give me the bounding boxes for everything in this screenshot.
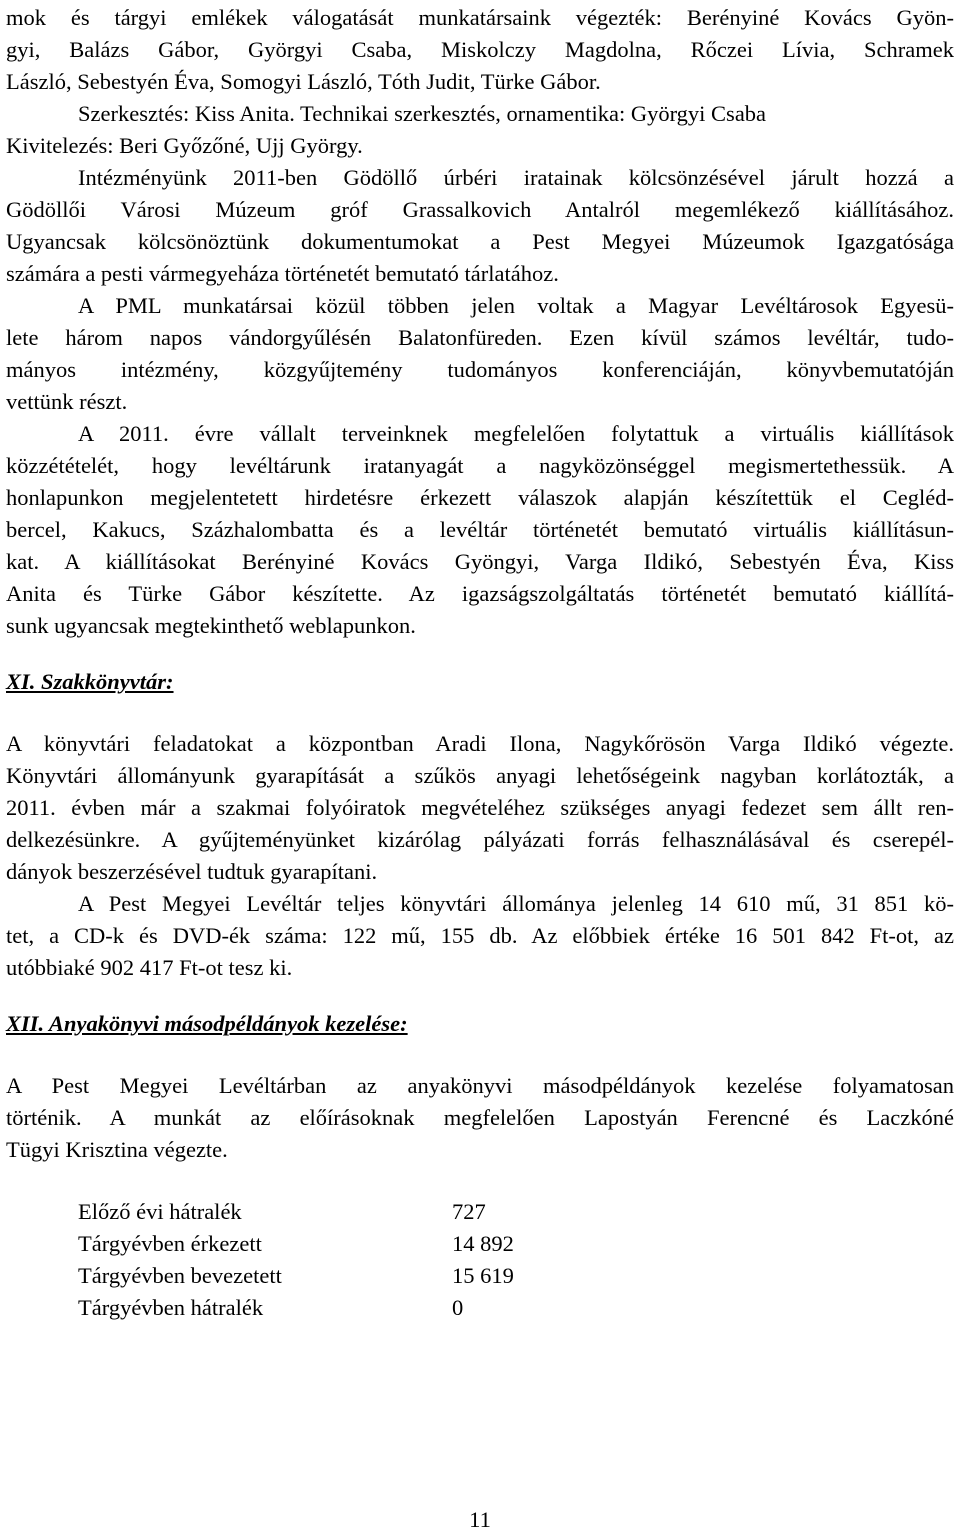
paragraph-conferences — [6, 290, 954, 418]
text-line: mányos intézmény, közgyűjtemény tudományos konferenciáján, könyvbemutatóján — [6, 357, 954, 382]
paragraph-registers — [6, 1070, 954, 1166]
registers-stats-table — [78, 1196, 514, 1324]
text-line: lete három napos vándorgyűlésén Balatonfüreden. Ezen kívül számos levéltár, tudo- — [6, 325, 954, 350]
text-line: honlapunkon megjelentetett hirdetésre érkezett válaszok alapján készítettük el Cegléd- — [6, 485, 954, 510]
text-line: dányok beszerzésével tudtuk gyarapítani. — [6, 859, 378, 884]
text-line: A könyvtári feladatokat a központban Aradi Ilona, Nagykőrösön Varga Ildikó végezte. — [6, 731, 954, 756]
document-page — [6, 2, 954, 1324]
text-line: A Pest Megyei Levéltárban az anyakönyvi másodpéldányok kezelése folyamatosan — [6, 1073, 954, 1098]
stat-label: Tárgyévben hátralék — [78, 1295, 264, 1320]
text-line: A Pest Megyei Levéltár teljes könyvtári állománya jelenleg 14 610 mű, 31 851 kö- — [78, 891, 954, 916]
text-line: Tügyi Krisztina végezte. — [6, 1137, 228, 1162]
paragraph-library-holdings — [6, 888, 954, 984]
paragraph-exhibition-materials — [6, 2, 954, 98]
stat-value: 727 — [452, 1199, 486, 1224]
text-line: delkezésünkre. A gyűjteményünket kizárólag pályázati forrás felhasználásával és cserepél- — [6, 827, 954, 852]
text-line: 2011. évben már a szakmai folyóiratok megvételéhez szükséges anyagi fedezet sem állt ren- — [6, 795, 954, 820]
stat-label: Előző évi hátralék — [78, 1199, 242, 1224]
stat-label: Tárgyévben bevezetett — [78, 1263, 282, 1288]
text-line: Anita és Türke Gábor készítette. Az igazságszolgáltatás történetét bemutató kiállítá- — [6, 581, 954, 606]
text-line: bercel, Kakucs, Százhalombatta és a levéltár történetét bemutató virtuális kiállításun- — [6, 517, 954, 542]
text-line: történik. A munkát az előírásoknak megfelelően Lapostyán Ferencné és Laczkóné — [6, 1105, 954, 1130]
text-line: A 2011. évre vállalt terveinknek megfelelően folytattuk a virtuális kiállítások — [78, 421, 954, 446]
text-line: Gödöllői Városi Múzeum gróf Grassalkovich Antalról megemlékező kiállításához. — [6, 197, 954, 222]
paragraph-credits — [6, 98, 954, 162]
stat-label: Tárgyévben érkezett — [78, 1231, 262, 1256]
section-registers — [6, 1008, 954, 1324]
text-line: Ugyancsak kölcsönöztünk dokumentumokat a Pest Megyei Múzeumok Igazgatósága — [6, 229, 954, 254]
page-number: 11 — [469, 1507, 491, 1532]
text-line: gyi, Balázs Gábor, Györgyi Csaba, Miskolczy Magdolna, Rőczei Lívia, Schramek — [6, 37, 954, 62]
text-line: utóbbiaké 902 417 Ft-ot tesz ki. — [6, 955, 293, 980]
section-heading: XI. Szakkönyvtár: — [6, 669, 174, 694]
table-row — [78, 1228, 514, 1260]
text-line: számára a pesti vármegyeháza történetét bemutató tárlatához. — [6, 261, 559, 286]
section-library — [6, 666, 954, 984]
text-line: közzétételét, hogy levéltárunk iratanyagát a nagyközönséggel megismertethessük. A — [6, 453, 954, 478]
table-row — [78, 1292, 514, 1324]
text-line: vettünk részt. — [6, 389, 128, 414]
section-heading: XII. Anyakönyvi másodpéldányok kezelése: — [6, 1011, 408, 1036]
stat-value: 14 892 — [452, 1231, 514, 1256]
text-line: tet, a CD-k és DVD-ék száma: 122 mű, 155 db. Az előbbiek értéke 16 501 842 Ft-ot, az — [6, 923, 954, 948]
stat-value: 15 619 — [452, 1263, 514, 1288]
paragraph-library-staff — [6, 728, 954, 888]
table-row — [78, 1260, 514, 1292]
text-line: Intézményünk 2011-ben Gödöllő úrbéri iratainak kölcsönzésével járult hozzá a — [78, 165, 954, 190]
text-line: László, Sebestyén Éva, Somogyi László, Tóth Judit, Türke Gábor. — [6, 69, 601, 94]
paragraph-loans — [6, 162, 954, 290]
text-line: mok és tárgyi emlékek válogatását munkatársaink végezték: Berényiné Kovács Gyön- — [6, 5, 954, 30]
text-line: kat. A kiállításokat Berényiné Kovács Gyöngyi, Varga Ildikó, Sebestyén Éva, Kiss — [6, 549, 954, 574]
stat-value: 0 — [452, 1295, 464, 1320]
text-line: Szerkesztés: Kiss Anita. Technikai szerkesztés, ornamentika: Györgyi Csaba — [78, 101, 767, 126]
paragraph-virtual-exhibitions — [6, 418, 954, 642]
text-line: Kivitelezés: Beri Győzőné, Ujj György. — [6, 133, 363, 158]
text-line: A PML munkatársai közül többen jelen voltak a Magyar Levéltárosok Egyesü- — [78, 293, 954, 318]
text-line: sunk ugyancsak megtekinthető weblapunkon. — [6, 613, 416, 638]
text-line: Könyvtári állományunk gyarapítását a szűkös anyagi lehetőségeink nagyban korlátozták, a — [6, 763, 954, 788]
table-row — [78, 1196, 514, 1228]
